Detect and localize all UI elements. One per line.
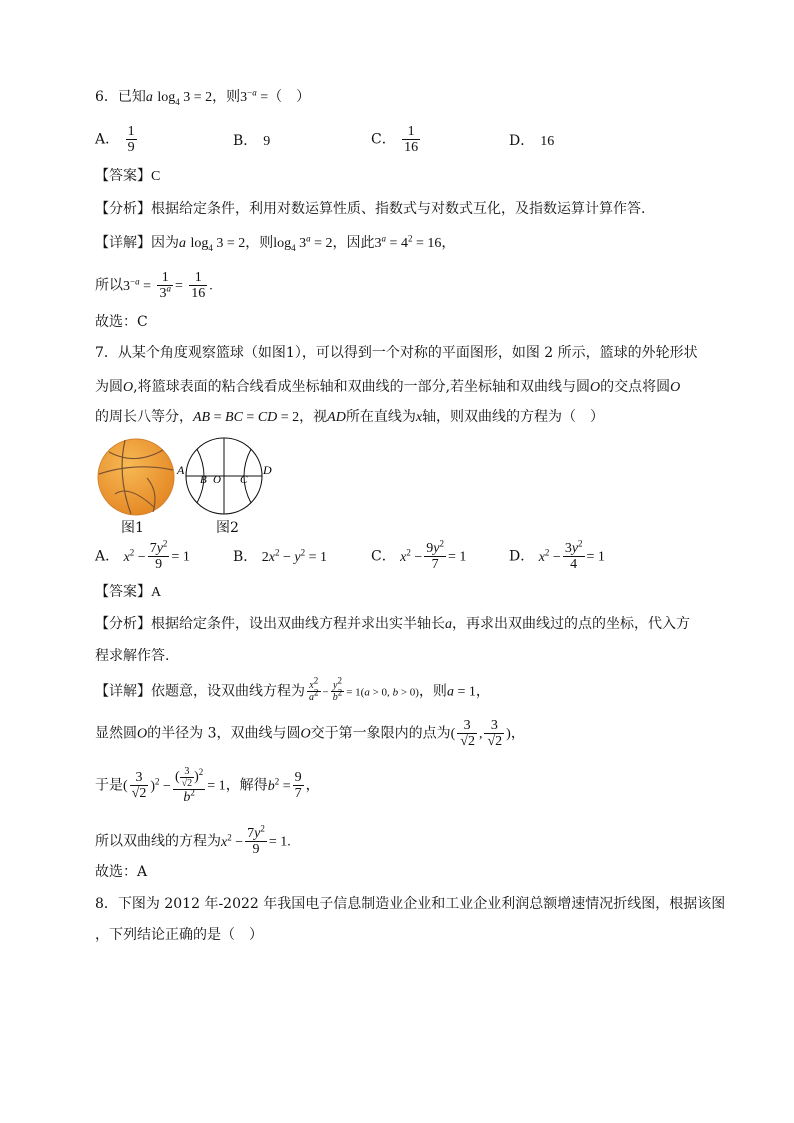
label-A: A [177,463,185,477]
q7-analysis-line2: 程求解作答. [95,648,170,664]
q6-choose: 故选：C [95,314,148,330]
q6-number: 6． [95,89,118,105]
q7-option-c: C． $x^2$ − $\frac{9y^2}{7}$ = 1 [371,538,467,572]
q6-analysis: 【分析】根据给定条件，利用对数运算性质、指数式与对数式互化，及指数运算计算作答. [95,201,646,217]
q7-option-b: B． $2x^2 - y^2 = 1$ [233,547,327,565]
q6-option-d: D． 16 [509,133,555,149]
q7-stem-line1: 7．从某个角度观察篮球（如图1），可以得到一个对称的平面图形，如图 2 所示，篮球的外轮形状 [95,345,698,361]
q7-detail-line1: 【详解】依题意，设双曲线方程为 $\frac{x^2}{a^2}$ − $\frac{y^2}{b^2}$ = 1(a > 0, b > 0)，则a = 1， [95,675,490,703]
q6-cond-end: ，则 [212,89,241,105]
q7-detail-line3: 于是( $\frac{3}{√2}$ )$^2$ − ( $\frac{3}{√2}$ )$^2$ $b^2$ = 1，解得$b^2$ = $\frac{9}{7}$ ， [95,766,320,805]
q7-option-a: A． $x^2$ − $\frac{7y^2}{9}$ = 1 [95,538,190,572]
fig1-caption: 图1 [121,520,144,536]
q6-answer: 【答案】C [95,168,161,184]
q6-option-a: A． $\frac{1}{9}$ [95,124,135,155]
circle-hyperbola-figure [176,432,276,522]
q7-answer: 【答案】A [95,584,162,600]
q7-stem-line3: 的周长八等分，AB = BC = CD = 2，视AD所在直线为x轴，则双曲线的方程为（ ） [95,409,605,425]
q6-ask: （ ） [268,89,311,105]
q6-option-b: B． 9 [233,133,271,149]
q7-choose: 故选：A [95,864,148,880]
q7-detail-line2: 显然圆O的半径为 3，双曲线与圆O交于第一象限内的点为( $\frac{3}{√2}$ , $\frac{3}{√2}$ )， [95,718,525,749]
q6-prefix: 已知 [117,89,146,105]
label-C: C [240,474,248,486]
label-D: D [263,463,272,477]
basketball-figure [95,436,177,518]
label-B: B [200,474,207,486]
q8-stem-line2: ，下列结论正确的是（ ） [95,927,263,943]
q6-detail: 【详解】因为a $\log_4 3 = 2$，则$\log_4 3^a = 2$，因此$3^a = 4^2 = 16$， [95,233,456,253]
q7-option-d: D． $x^2$ − $\frac{3y^2}{4}$ = 1 [509,538,605,572]
q8-stem-line1: 8．下图为 2012 年-2022 年我国电子信息制造业企业和工业企业利润总额增速情况折线图，根据该图 [95,896,726,912]
q6-detail-line2: 所以$3^{-a}$ = $\frac{1}{3^a}$ = $\frac{1}{16}$ . [95,270,213,301]
q7-detail-line4: 所以双曲线的方程为$x^2$ − $\frac{7y^2}{9}$ = 1. [95,823,291,857]
q7-analysis-line1: 【分析】根据给定条件，设出双曲线方程并求出实半轴长a，再求出双曲线过的点的坐标，代入方 [95,616,690,632]
q6-option-c: C． $\frac{1}{16}$ [371,124,419,155]
q6-stem: 6．已知a $\log_4 3 = 2$，则$3^{-a}$ =（ ） [95,87,311,107]
q7-stem-line2: 为圆O,将篮球表面的粘合线看成坐标轴和双曲线的一部分,若坐标轴和双曲线与圆O的交点将圆O [95,379,681,395]
fig2-caption: 图2 [216,520,239,536]
label-O: O [213,474,221,486]
